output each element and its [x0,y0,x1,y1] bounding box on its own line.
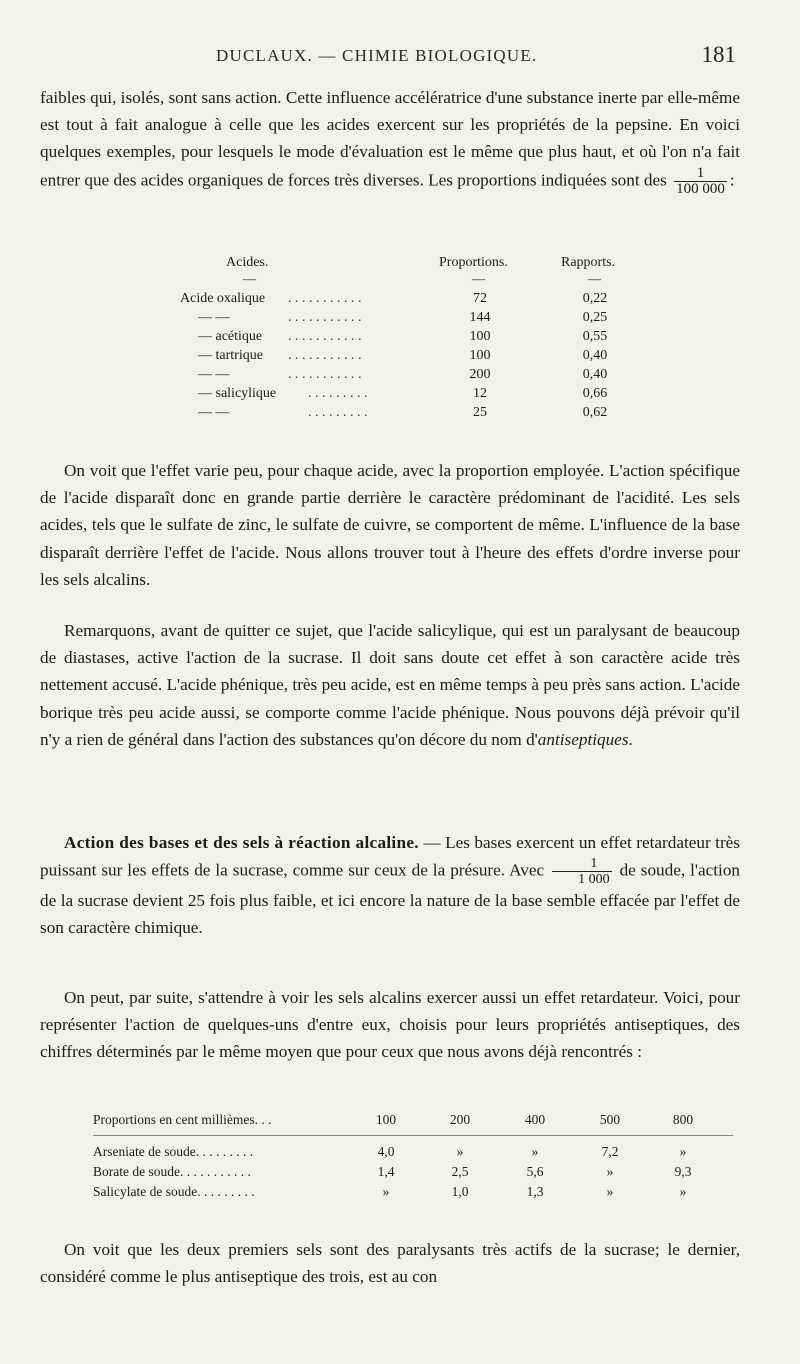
leader-dots: . . . . . . . . . . . [288,348,362,363]
paragraph-salicylique [40,617,740,753]
paragraph-sels [40,984,740,1066]
cell: 4,0 [377,1144,395,1159]
leader-dots: . . . . . . . . . [308,405,368,420]
column-header: 200 [449,1112,471,1127]
cell: » [679,1144,687,1159]
acid-proportion: 25 [473,405,487,420]
leader-dots: . . . . . . . . . [308,386,368,401]
fraction-denominator: 1 000 [552,871,612,887]
acid-name: — — [198,367,230,382]
acid-name: — acétique [198,329,263,344]
paragraph-text: — Les bases exercent un effet retardateur très puissant sur les effets de la sucrase, comme sur ceux de la présure. Avec [40,833,740,880]
paragraph-bases [40,829,740,942]
header-acides: Acides. [226,255,269,270]
leader-dots: . . . . . . . . . . . [288,291,362,306]
acid-name: — — [198,405,230,420]
italic-term: antiseptiques [537,729,629,749]
running-title: DUCLAUX. — CHIMIE BIOLOGIQUE. [216,46,538,65]
leader-dots: . . . . . . . . . . . [288,310,362,325]
acid-name: — — [198,310,230,325]
paragraph-text: On voit que l'effet varie peu, pour chaque acide, avec la proportion employée. L'action spécifique de l'acide disparaît donc en grande partie derrière le caractère prédominant de l'acidité. Les sels acides, tels que le sulfate de zinc, le sulfate de cuivre, se comportent de même. L'influence de la base disparaît derrière l'effet de l'acide. Nous allons trouver tout à l'heure des effets d'ordre inverse pour les sels alcalins. [40,461,740,589]
header-dash-rapports: — [588,271,601,286]
table-row [40,1144,740,1163]
table-row [40,1184,740,1203]
acid-rapport: 0,40 [582,367,608,382]
cell: » [531,1144,539,1159]
acid-proportion: 200 [469,367,491,382]
header-dash-proportions: — [472,271,485,286]
cell: » [606,1164,614,1179]
acids-table-header [40,255,740,275]
intro-text: faibles qui, isolés, sont sans action. Cette influence accélératrice d'une substance inerte par elle-même est tout à fait analogue à celle que les acides exercent sur les propriétés de la pepsine. En voici quelques exemples, pour lesquels le mode d'évaluation est le même que plus haut, et où l'on n'a fait entrer que des acides organiques de forces très diverses. Les proportions indiquées sont des [40,88,740,190]
acid-name: — salicylique [198,386,277,401]
intro-tail: : [729,170,735,190]
table-row [40,405,740,424]
salt-name: Salicylate de soude. . . . . . . . . [93,1184,255,1199]
cell: 2,5 [451,1164,469,1179]
paragraph-intro [40,84,740,197]
cell: 1,4 [377,1164,395,1179]
header-dash-acides: — [243,271,256,286]
page-header [40,42,740,76]
fraction-denominator: 100 000 [676,180,725,197]
salt-name: Borate de soude. . . . . . . . . . . [93,1164,251,1179]
table-row [40,386,740,405]
column-header: 500 [599,1112,621,1127]
paragraph-text: de soude, l'action de la sucrase devient 25 fois plus faible, et ici encore la nature de la base semble effacée par l'effet de son caractère chimique. [40,860,741,938]
page-number: 181 [701,42,736,67]
header-label: Proportions en cent millièmes. . . [93,1112,272,1127]
acid-proportion: 144 [469,310,491,325]
fraction-numerator: 1 [590,856,598,872]
acid-rapport: 0,22 [582,291,608,306]
table-row [40,329,740,348]
paragraph-text: Remarquons, avant de quitter ce sujet, que l'acide salicylique, qui est un paralysant de beaucoup de diastases, active l'action de la sucrase. Il doit sans doute cet effet à son caractère acide très nettement accusé. L'acide phénique, très peu acide, est en même temps à peu près sans action. L'acide borique très peu acide aussi, se comporte comme l'acide phénique. Nous pouvons déjà prévoir qu'il n'y a rien de général dans l'action des substances qu'on décore du nom d' [40,621,740,749]
section-heading: Action des bases et des sels à réaction alcaline. [64,833,419,852]
column-header: 100 [375,1112,397,1127]
cell: » [456,1144,464,1159]
paragraph-end: . [628,729,633,749]
acid-proportion: 12 [473,386,487,401]
fraction-1-100000 [674,166,727,197]
paragraph-text: On voit que les deux premiers sels sont des paralysants très actifs de la sucrase; le dernier, considéré comme le plus antiseptique des trois, est au con [40,1240,740,1287]
table-row [40,1164,740,1183]
acid-proportion: 100 [469,329,491,344]
paragraph-effet [40,457,740,593]
acid-rapport: 0,25 [582,310,608,325]
cell: » [606,1184,614,1199]
acid-rapport: 0,66 [582,386,608,401]
acid-proportion: 100 [469,348,491,363]
cell: 5,6 [526,1164,544,1179]
cell: » [382,1184,390,1199]
fraction-numerator: 1 [696,164,705,181]
cell: 1,0 [451,1184,469,1199]
acid-rapport: 0,40 [582,348,608,363]
cell: 7,2 [601,1144,619,1159]
table-row [40,291,740,310]
acid-name: Acide oxalique [180,291,266,306]
cell: 1,3 [526,1184,544,1199]
table-row [40,310,740,329]
cell: » [679,1184,687,1199]
header-proportions: Proportions. [439,255,508,270]
column-header: 800 [672,1112,694,1127]
salt-name: Arseniate de soude. . . . . . . . . [93,1144,254,1159]
leader-dots: . . . . . . . . . . . [288,367,362,382]
acid-rapport: 0,62 [582,405,608,420]
paragraph-text: On peut, par suite, s'attendre à voir les sels alcalins exercer aussi un effet retardateur. Voici, pour représenter l'action de quelques-uns d'entre eux, choisis pour leurs propriétés antiseptiques, des chiffres déterminés par le même moyen que pour ceux que nous avons déjà rencontrés : [40,988,740,1062]
acid-rapport: 0,55 [582,329,608,344]
leader-dots: . . . . . . . . . . . [288,329,362,344]
acid-proportion: 72 [473,291,487,306]
table-row [40,348,740,367]
cell: 9,3 [674,1164,692,1179]
column-header: 400 [524,1112,546,1127]
paragraph-conclusion [40,1236,740,1290]
fraction-1-1000 [552,856,612,887]
salts-table-header [40,1112,740,1131]
acid-name: — tartrique [198,348,263,363]
table-divider [93,1135,733,1136]
table-row [40,367,740,386]
header-rapports: Rapports. [561,255,616,270]
